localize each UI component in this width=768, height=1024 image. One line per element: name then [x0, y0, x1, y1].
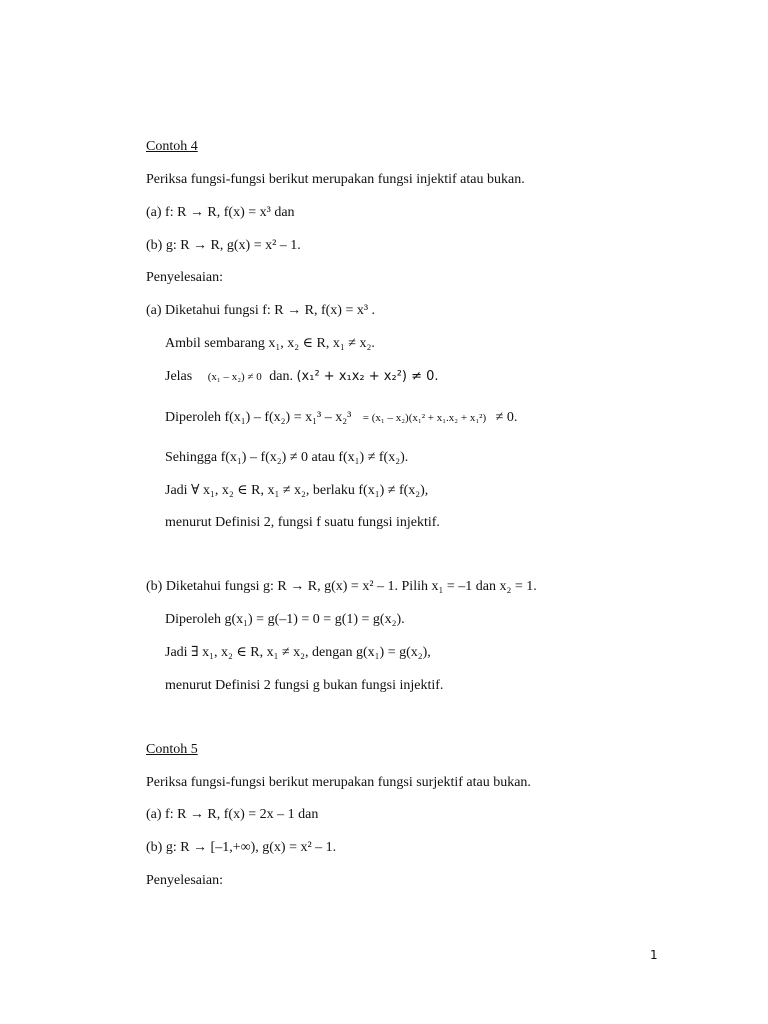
contoh5-intro: Periksa fungsi-fungsi berikut merupakan fungsi surjektif atau bukan. [146, 775, 531, 790]
sol-a-line7: menurut Definisi 2, fungsi f suatu fungsi injektif. [165, 515, 440, 530]
sol-b-line3: Jadi ∃ x₁, x₂ ∈ R, x₁ ≠ x₂, dengan g(x₁) = g(x₂), [165, 645, 431, 660]
factored-expression: = (x₁ – x₂)(x₁² + x₁.x₂ + x₁²) [362, 412, 487, 424]
factor-nonzero: (x₁ – x₂) ≠ 0 [207, 371, 262, 383]
sol-b-line1: (b) Diketahui fungsi g: R → R, g(x) = x² – 1. Pilih x₁ = –1 dan x₂ = 1. [146, 579, 537, 594]
sol-a-line2: Ambil sembarang x₁, x₂ ∈ R, x₁ ≠ x₂. [165, 336, 375, 351]
quadratic-nonzero: (x₁² + x₁x₂ + x₂²) ≠ 0. [296, 369, 439, 384]
contoh4-item-b: (b) g: R → R, g(x) = x² – 1. [146, 238, 301, 253]
sol-a-line3 [165, 368, 439, 386]
sol-b-line4: menurut Definisi 2 fungsi g bukan fungsi injektif. [165, 678, 444, 693]
contoh4-item-a: (a) f: R → R, f(x) = x³ dan [146, 205, 295, 220]
contoh5-penyelesaian: Penyelesaian: [146, 873, 223, 888]
jelas-label: Jelas [165, 369, 193, 384]
contoh4-intro: Periksa fungsi-fungsi berikut merupakan fungsi injektif atau bukan. [146, 172, 525, 187]
nonzero-result: ≠ 0. [495, 410, 518, 425]
sol-a-line4 [165, 409, 517, 427]
page-number: 1 [650, 948, 658, 962]
sol-a-line5: Sehingga f(x₁) – f(x₂) ≠ 0 atau f(x₁) ≠ f(x₂). [165, 450, 409, 465]
dan-label: dan. [269, 369, 293, 384]
contoh5-item-a: (a) f: R → R, f(x) = 2x – 1 dan [146, 807, 319, 822]
sol-b-line2: Diperoleh g(x₁) = g(–1) = 0 = g(1) = g(x₂). [165, 612, 405, 627]
difference-expansion: Diperoleh f(x₁) – f(x₂) = x₁³ – x₂³ [165, 410, 352, 425]
contoh5-heading: Contoh 5 [146, 742, 198, 757]
contoh5-item-b: (b) g: R → [–1,+∞), g(x) = x² – 1. [146, 840, 337, 855]
sol-a-line6: Jadi ∀ x₁, x₂ ∈ R, x₁ ≠ x₂, berlaku f(x₁) ≠ f(x₂), [165, 483, 429, 498]
sol-a-line1: (a) Diketahui fungsi f: R → R, f(x) = x³ . [146, 303, 376, 318]
contoh4-penyelesaian: Penyelesaian: [146, 270, 223, 285]
contoh4-heading: Contoh 4 [146, 139, 198, 154]
